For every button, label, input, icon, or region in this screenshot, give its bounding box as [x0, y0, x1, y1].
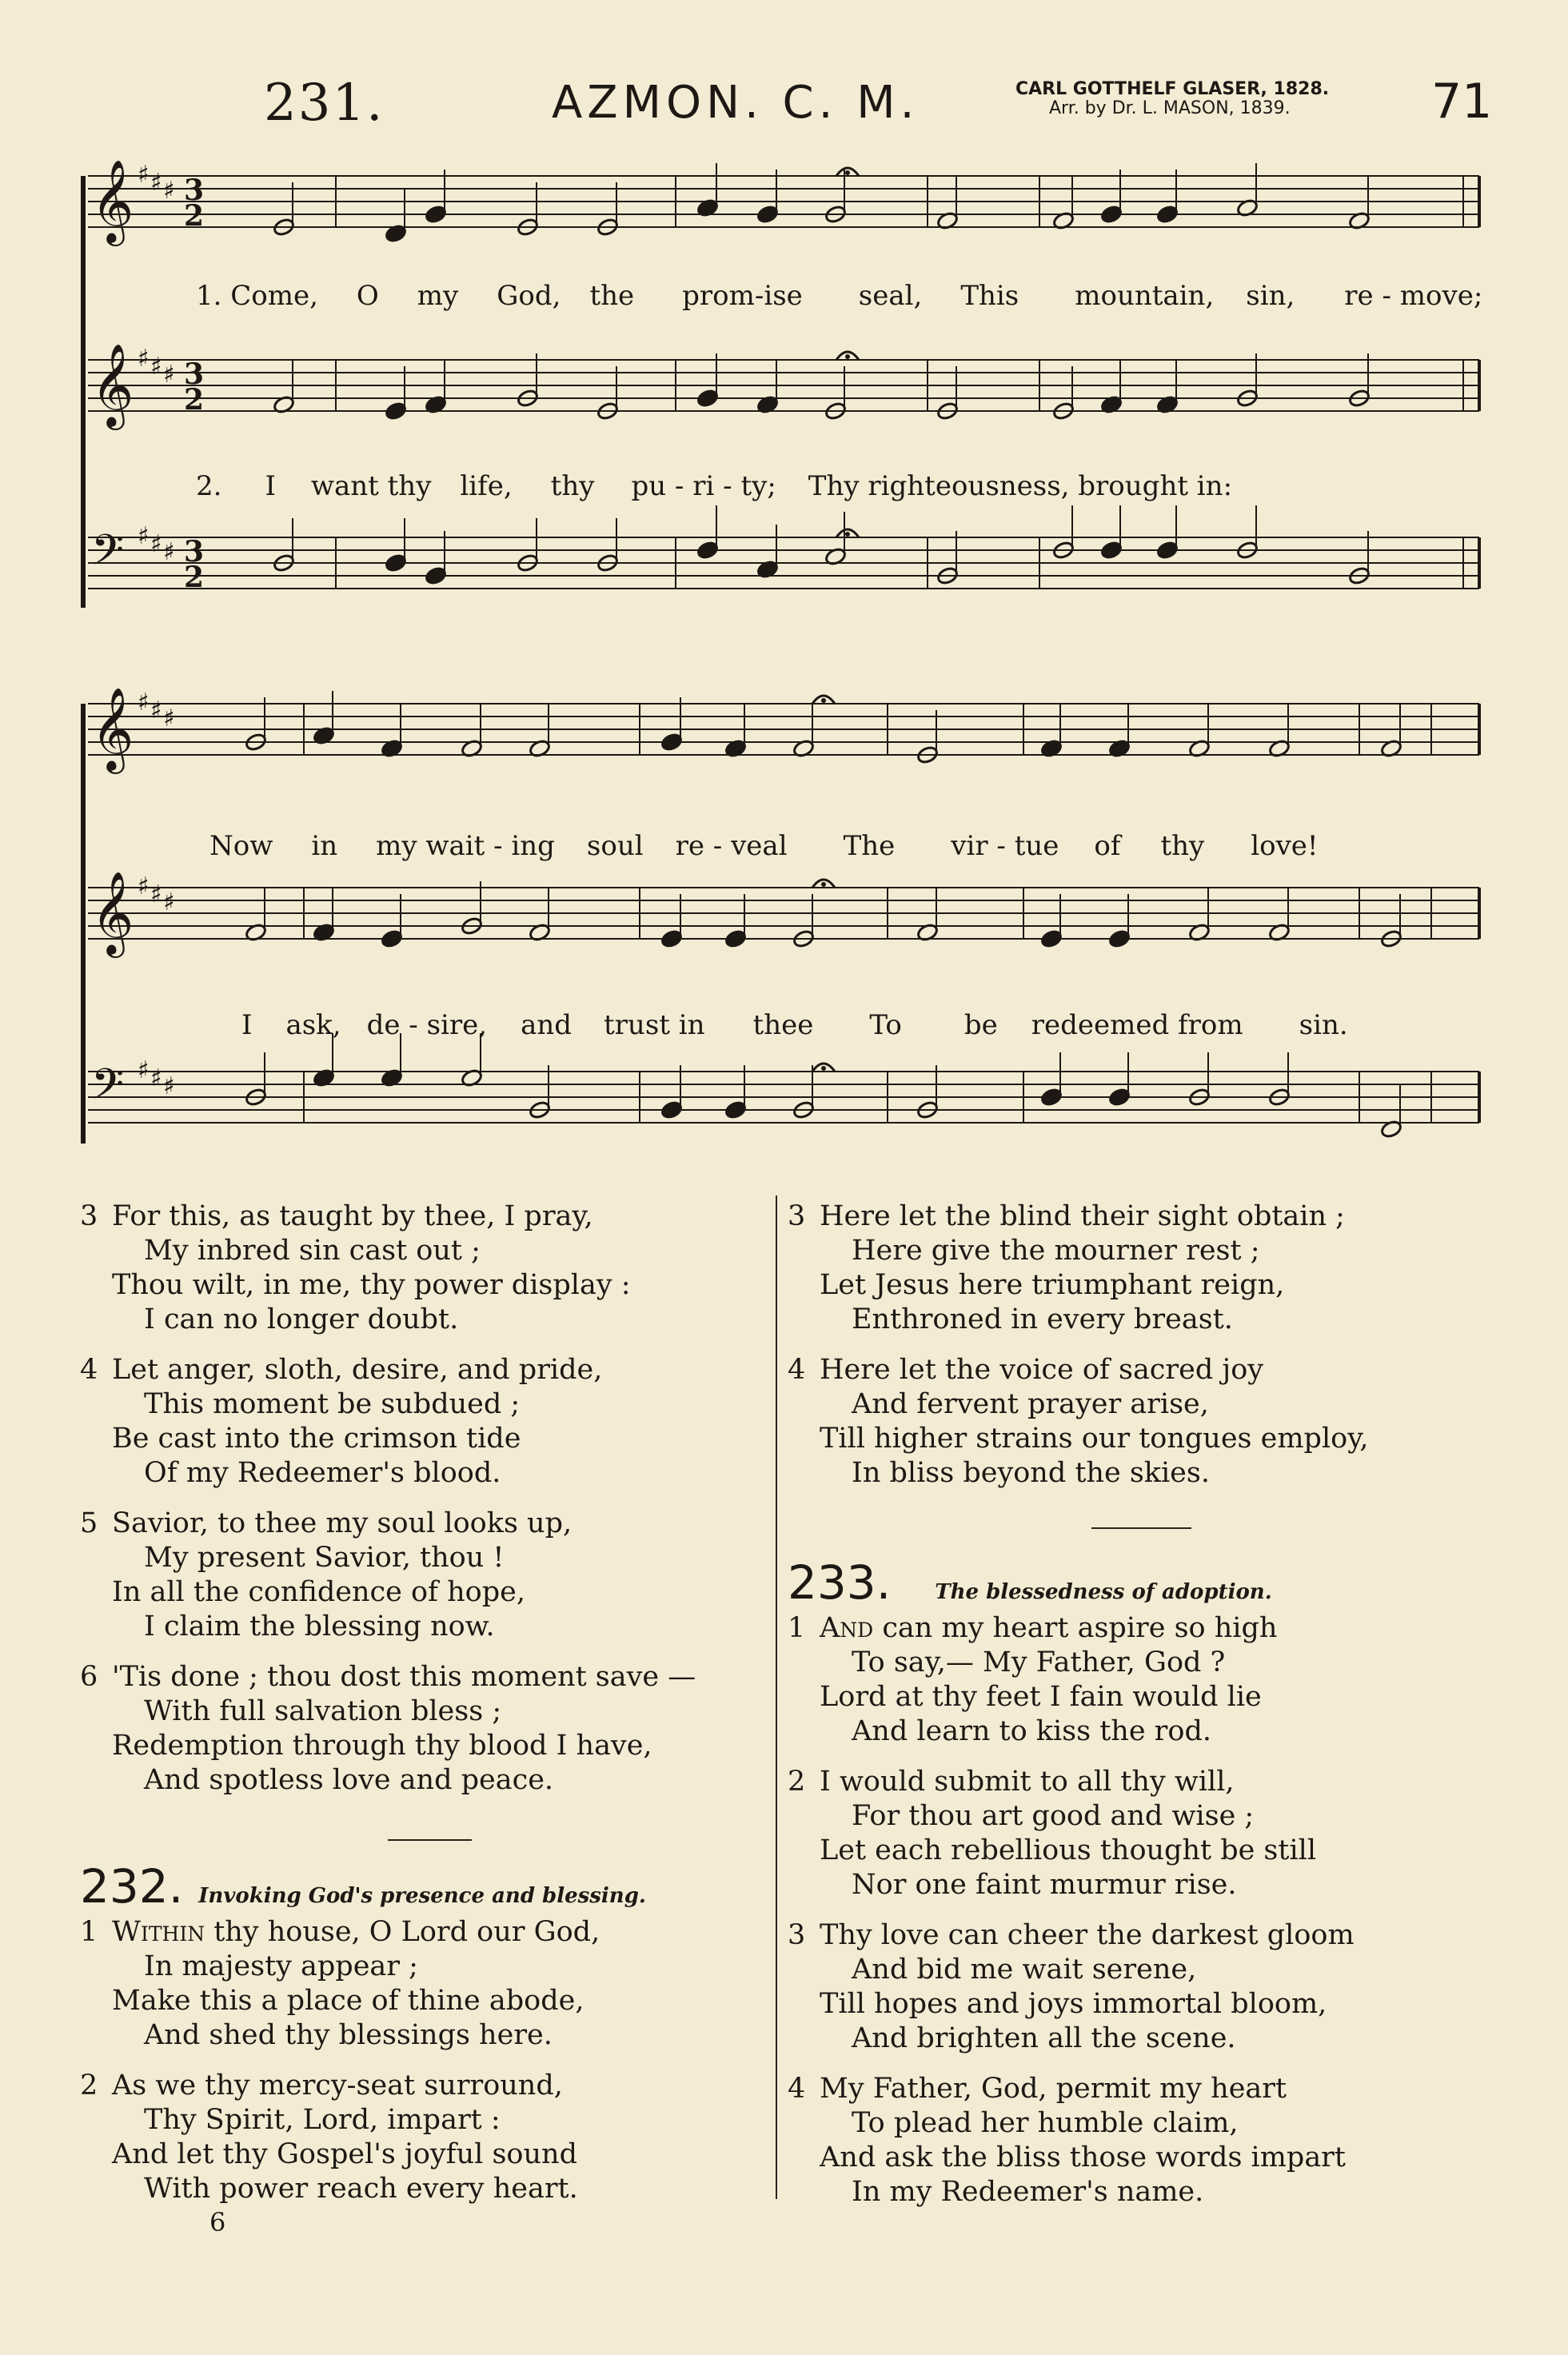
lyric-word: trust in — [604, 1009, 705, 1041]
verse-line — [788, 1268, 1475, 1303]
verse-text: My inbred sin cast out ; — [144, 1235, 481, 1267]
verse-text: thy house, O Lord our God, — [205, 1916, 600, 1948]
verse-text: In my Redeemer's name. — [852, 2176, 1204, 2208]
note-head — [660, 1100, 684, 1120]
note-head — [1156, 205, 1179, 225]
sharp-sign: ♯ — [138, 1056, 150, 1084]
verse-text: Here let the voice of sacred joy — [820, 1354, 1264, 1386]
note-head — [1040, 929, 1063, 949]
verse-text: Nor one faint murmur rise. — [852, 1869, 1237, 1901]
verse-text: Of my Redeemer's blood. — [144, 1457, 501, 1489]
verse-line — [80, 1915, 768, 1950]
lyric-word: ask, — [285, 1009, 341, 1041]
verse — [788, 1199, 1475, 1337]
verse-number: 3 — [80, 1200, 98, 1232]
verse-number: 4 — [788, 2073, 806, 2105]
lyric-word: thee — [752, 1009, 814, 1041]
note-head — [1108, 1088, 1131, 1108]
bass-clef: 𝄢 — [91, 526, 125, 585]
sharp-sign: ♯ — [150, 880, 162, 908]
verse-line — [80, 1199, 768, 1234]
verse — [788, 1611, 1475, 1749]
verse-line — [788, 1646, 1475, 1680]
lyric-word: seal, — [858, 280, 923, 312]
lyric-word: mountain, — [1075, 280, 1215, 312]
verse — [80, 1915, 768, 2053]
lyric-word: 1. Come, — [196, 280, 318, 312]
section-rule-2 — [1091, 1527, 1191, 1529]
verse-text: I would submit to all thy will, — [820, 1766, 1235, 1798]
verse-text: Redemption through thy blood I have, — [112, 1730, 652, 1762]
verse — [788, 1353, 1475, 1491]
lyric-word: and — [521, 1009, 573, 1041]
verse-text: And fervent prayer arise, — [852, 1388, 1209, 1420]
verse-line — [80, 1303, 768, 1337]
verse-line — [80, 1422, 768, 1456]
verse-text: Thy love can cheer the darkest gloom — [820, 1919, 1355, 1951]
verse-line — [80, 1507, 768, 1541]
lyric-word: vir - tue — [951, 830, 1059, 862]
verse-line — [80, 1694, 768, 1729]
verse-line — [788, 1765, 1475, 1799]
verse-line — [80, 2069, 768, 2103]
verse-line — [788, 1353, 1475, 1387]
note-head — [1100, 541, 1123, 561]
verse-line — [80, 1575, 768, 1610]
verse — [788, 1918, 1475, 2056]
lyric-word: re - move; — [1344, 280, 1483, 312]
verse-text: Make this a place of thine abode, — [112, 1985, 585, 2017]
verse-text: In all the confidence of hope, — [112, 1576, 525, 1608]
verse-text: can my heart aspire so high — [873, 1612, 1278, 1644]
hymn-232-verses — [80, 1915, 768, 2222]
lyric-word: O — [356, 280, 379, 312]
verse-line — [80, 1456, 768, 1491]
lyric-word: the — [589, 280, 635, 312]
verse-number: 5 — [80, 1507, 98, 1539]
lyric-word: love! — [1251, 830, 1319, 862]
verse-text: And ask the bliss those words impart — [820, 2141, 1346, 2173]
note-head — [724, 1100, 748, 1120]
verse-line — [788, 1303, 1475, 1337]
composer-line-1: CARL GOTTHELF GLASER, 1828. — [1015, 79, 1330, 99]
verse-line — [788, 1422, 1475, 1456]
verse-text: Till hopes and joys immortal bloom, — [820, 1988, 1327, 2020]
lyric-word: re - veal — [675, 830, 788, 862]
sharp-sign: ♯ — [138, 161, 150, 189]
lyric-word: prom-ise — [682, 280, 803, 312]
verse-text: And brighten all the scene. — [852, 2022, 1236, 2054]
lyric-word: sin, — [1246, 280, 1295, 312]
sharp-sign: ♯ — [150, 169, 162, 197]
note-head — [696, 541, 720, 561]
verse — [80, 1507, 768, 1644]
verse-line — [788, 1834, 1475, 1868]
bass-clef: 𝄢 — [91, 1060, 125, 1120]
sharp-sign: ♯ — [163, 1072, 175, 1100]
lyric-word: thy — [1160, 830, 1205, 862]
note-head — [381, 929, 404, 949]
note-head — [696, 389, 720, 409]
sharp-sign: ♯ — [138, 689, 150, 716]
sharp-sign: ♯ — [150, 697, 162, 724]
verse-text: With full salvation bless ; — [144, 1695, 502, 1727]
verse-text: In bliss beyond the skies. — [852, 1457, 1210, 1489]
verse-line — [80, 1610, 768, 1644]
verse-text: For this, as taught by thee, I pray, — [112, 1200, 593, 1232]
verse-line — [80, 2172, 768, 2206]
note-head — [385, 553, 408, 573]
time-signature: 3 — [184, 174, 205, 207]
sharp-sign: ♯ — [138, 345, 150, 373]
verse-text: Till higher strains our tongues employ, — [820, 1423, 1369, 1455]
fermata — [845, 170, 850, 175]
verse-line — [80, 1541, 768, 1575]
verse-line — [80, 1353, 768, 1387]
sharp-sign: ♯ — [163, 177, 175, 205]
sharp-sign: ♯ — [163, 538, 175, 566]
verse-number: 4 — [788, 1354, 806, 1386]
lyric-word: be — [964, 1009, 998, 1041]
treble-clef: 𝄞 — [91, 160, 134, 243]
fermata — [821, 1066, 826, 1071]
lyric-word: of — [1094, 830, 1121, 862]
lyrics-system1-verse2 — [196, 470, 1264, 502]
verse-number: 1 — [80, 1916, 98, 1948]
verse-line — [80, 1387, 768, 1422]
verse-text: To say,— My Father, God ? — [852, 1647, 1226, 1678]
verse-line — [80, 1729, 768, 1763]
verse-number: 3 — [788, 1919, 806, 1951]
verse — [80, 2069, 768, 2206]
treble-clef: 𝄞 — [91, 871, 134, 955]
verse-text: And learn to kiss the rod. — [852, 1715, 1212, 1747]
verse-line — [788, 1868, 1475, 1902]
verse-line — [788, 2072, 1475, 2106]
treble-clef: 𝄞 — [91, 343, 134, 427]
lyric-word: To — [869, 1009, 902, 1041]
verse-line — [788, 1714, 1475, 1749]
time-signature: 2 — [184, 199, 205, 233]
verse-text: And shed thy blessings here. — [144, 2019, 553, 2051]
hymn-231-verses — [80, 1199, 768, 1814]
note-head — [660, 929, 684, 949]
note-head — [1156, 541, 1179, 561]
lyric-word: I — [241, 1009, 253, 1041]
lyric-word: The — [843, 830, 896, 862]
first-word: Within — [112, 1916, 205, 1948]
verse-text: And let thy Gospel's joyful sound — [112, 2138, 577, 2170]
lyric-word: life, — [460, 470, 513, 502]
verse-text: Here give the mourner rest ; — [852, 1235, 1260, 1267]
tune-title: AZMON. C. M. — [552, 77, 920, 129]
fermata — [845, 532, 850, 537]
verse-line — [80, 2103, 768, 2137]
verse-line — [788, 1199, 1475, 1234]
verse-line — [80, 2018, 768, 2053]
hymn-232-number: 232. — [80, 1859, 184, 1914]
hymn-232-continued — [788, 1199, 1475, 1507]
lyric-word: de - sire, — [366, 1009, 488, 1041]
time-signature: 3 — [184, 357, 205, 391]
first-word: And — [820, 1612, 874, 1644]
lyric-word: Now — [209, 830, 273, 862]
note-head — [1108, 929, 1131, 949]
column-divider — [776, 1195, 777, 2199]
fermata — [821, 698, 826, 703]
verse-line — [80, 1950, 768, 1984]
hymn-232-subtitle: Invoking God's presence and blessing. — [198, 1884, 646, 1908]
lyric-word: my — [417, 280, 459, 312]
verse-line — [80, 1984, 768, 2018]
verse-line — [788, 2141, 1475, 2175]
verse-line — [788, 1387, 1475, 1422]
verse-line — [788, 1987, 1475, 2022]
sharp-sign: ♯ — [150, 1064, 162, 1092]
sharp-sign: ♯ — [138, 872, 150, 900]
verse-text: Savior, to thee my soul looks up, — [112, 1507, 573, 1539]
lyric-word: redeemed from — [1031, 1009, 1243, 1041]
section-rule — [388, 1839, 472, 1841]
composer-credit — [1015, 80, 1329, 118]
lyric-word: God, — [497, 280, 561, 312]
hymn-233-subtitle: The blessedness of adoption. — [935, 1580, 1272, 1604]
lyrics-system2-verse2 — [241, 1009, 1380, 1041]
lyric-word: pu - ri - ty; — [631, 470, 776, 502]
lyrics-system1-verse1 — [196, 280, 1514, 312]
verse-line — [788, 2175, 1475, 2209]
verse-text: With power reach every heart. — [144, 2173, 578, 2205]
verse-number: 4 — [80, 1354, 98, 1386]
verse-line — [788, 2022, 1475, 2056]
note-head — [1100, 205, 1123, 225]
music-system-1 — [80, 160, 1487, 624]
verse-text: I can no longer doubt. — [144, 1303, 459, 1335]
lyric-word: soul — [586, 830, 644, 862]
verse-text: Be cast into the crimson tide — [112, 1423, 521, 1455]
verse-number: 1 — [788, 1612, 806, 1644]
sharp-sign: ♯ — [150, 353, 162, 381]
sharp-sign: ♯ — [138, 522, 150, 550]
verse-text: And bid me wait serene, — [852, 1954, 1197, 1986]
verse-text: I claim the blessing now. — [144, 1611, 495, 1643]
time-signature: 2 — [184, 561, 205, 594]
lyric-word: I — [265, 470, 276, 502]
hymn-number: 231. — [264, 74, 385, 133]
verse-line — [788, 1234, 1475, 1268]
verse-line — [80, 2137, 768, 2172]
verse-text: In majesty appear ; — [144, 1950, 418, 1982]
hymn-232-heading — [80, 1859, 768, 1914]
fermata — [821, 882, 826, 887]
verse — [80, 1353, 768, 1491]
verse-text: Lord at thy feet I fain would lie — [820, 1681, 1262, 1713]
verse-text: 'Tis done ; thou dost this moment save — — [112, 1661, 696, 1693]
signature-mark: 6 — [209, 2207, 226, 2237]
verse-text: My present Savior, thou ! — [144, 1542, 505, 1574]
verse-line — [788, 1680, 1475, 1714]
note-head — [1040, 1088, 1063, 1108]
verse-text: This moment be subdued ; — [144, 1388, 521, 1420]
lyric-word: thy — [550, 470, 595, 502]
verse-line — [788, 1953, 1475, 1987]
verse-number: 3 — [788, 1200, 806, 1232]
verse-text: To plead her humble claim, — [852, 2107, 1239, 2139]
verse-line — [788, 1611, 1475, 1646]
lyric-word: my wait - ing — [376, 830, 555, 862]
hymn-233-number: 233. — [788, 1555, 892, 1610]
verse-line — [788, 2106, 1475, 2141]
verse-number: 6 — [80, 1661, 98, 1693]
verse-line — [788, 1456, 1475, 1491]
verse-text: My Father, God, permit my heart — [820, 2073, 1287, 2105]
verse-text: Let anger, sloth, desire, and pride, — [112, 1354, 603, 1386]
sharp-sign: ♯ — [150, 530, 162, 558]
treble-clef: 𝄞 — [91, 688, 134, 771]
note-head — [425, 566, 448, 586]
lyric-word: Thy righteousness, brought in: — [808, 470, 1233, 502]
lyric-word: This — [960, 280, 1019, 312]
verse-number: 2 — [788, 1766, 806, 1798]
verse — [80, 1199, 768, 1337]
time-signature: 2 — [184, 383, 205, 417]
note-head — [660, 732, 684, 752]
lyric-word: in — [311, 830, 338, 862]
time-signature: 3 — [184, 535, 205, 569]
verse-text: Thy Spirit, Lord, impart : — [144, 2104, 501, 2136]
verse-line — [788, 1918, 1475, 1953]
verse-text: Enthroned in every breast. — [852, 1303, 1233, 1335]
hymn-233-heading — [788, 1555, 1475, 1610]
verse-text: Let Jesus here triumphant reign, — [820, 1269, 1285, 1301]
verse-text: As we thy mercy-seat surround, — [112, 2070, 563, 2102]
note-head — [756, 205, 780, 225]
lyric-word: sin. — [1299, 1009, 1348, 1041]
sharp-sign: ♯ — [163, 705, 175, 732]
fermata — [845, 354, 850, 359]
verse-line — [80, 1268, 768, 1303]
note-head — [385, 401, 408, 421]
verse-line — [80, 1234, 768, 1268]
music-system-2 — [80, 688, 1487, 1160]
sharp-sign: ♯ — [163, 361, 175, 389]
verse — [80, 1660, 768, 1798]
sharp-sign: ♯ — [163, 888, 175, 916]
verse-text: Here let the blind their sight obtain ; — [820, 1200, 1345, 1232]
verse-line — [788, 1799, 1475, 1834]
composer-line-2: Arr. by Dr. L. MASON, 1839. — [1049, 98, 1291, 118]
verse-number: 2 — [80, 2070, 98, 2102]
note-head — [425, 205, 448, 225]
verse-line — [80, 1660, 768, 1694]
hymn-233-verses — [788, 1611, 1475, 2225]
verse — [788, 2072, 1475, 2209]
note-head — [724, 929, 748, 949]
lyrics-system2-verse1 — [209, 830, 1351, 862]
verse-line — [80, 1763, 768, 1798]
lyric-word: 2. — [196, 470, 222, 502]
verse — [788, 1765, 1475, 1902]
page-number: 71 — [1431, 74, 1493, 130]
verse-text: Let each rebellious thought be still — [820, 1834, 1317, 1866]
verse-text: Thou wilt, in me, thy power display : — [112, 1269, 631, 1301]
verse-text: And spotless love and peace. — [144, 1764, 554, 1796]
verse-text: For thou art good and wise ; — [852, 1800, 1255, 1832]
lyric-word: want thy — [310, 470, 432, 502]
